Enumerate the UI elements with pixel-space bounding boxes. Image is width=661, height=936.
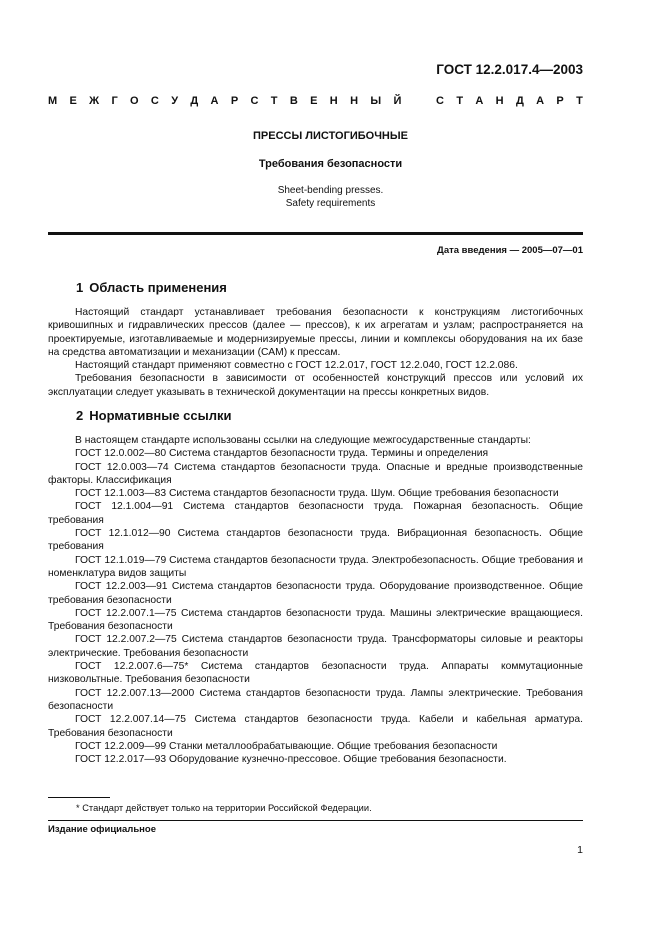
header-divider [48, 232, 583, 235]
banner-letter: С [250, 95, 259, 107]
banner-letter: Д [190, 95, 199, 107]
banner-letter: О [130, 95, 139, 107]
reference-item: ГОСТ 12.2.007.13—2000 Система стандартов безопасности труда. Лампы электрические. Требования безопасности [48, 687, 583, 712]
banner-letter: М [48, 95, 58, 107]
banner-letter: Р [230, 95, 239, 107]
banner-letter: Н [495, 95, 504, 107]
reference-item: ГОСТ 12.1.004—91 Система стандартов безопасности труда. Пожарная безопасность. Общие требования [48, 501, 583, 526]
banner-letter: Г [111, 95, 118, 107]
reference-item: ГОСТ 12.2.007.6—75* Система стандартов безопасности труда. Аппараты коммутационные низковольтные. Требования безопасности [48, 661, 583, 686]
banner-letter: Н [350, 95, 359, 107]
footnote-divider [48, 797, 110, 798]
section-number: 1 [76, 280, 84, 295]
section-number: 2 [76, 408, 84, 423]
references-list [48, 434, 583, 766]
banner-letter: Н [329, 95, 338, 107]
banner-letter: Ы [370, 95, 382, 107]
reference-item: ГОСТ 12.2.017—93 Оборудование кузнечно-прессовое. Общие требования безопасности. [75, 754, 507, 766]
banner-letter: А [210, 95, 219, 107]
reference-item: ГОСТ 12.2.007.2—75 Система стандартов безопасности труда. Трансформаторы силовые и реакторы электрические. Требования безопасности [48, 634, 583, 659]
footer-divider [48, 820, 583, 821]
paragraph: Требования безопасности в зависимости от особенностей конструкций прессов или условий их эксплуатации следует указывать в технической документации на прессы конкретных видов. [48, 373, 583, 398]
reference-item: ГОСТ 12.2.007.14—75 Система стандартов безопасности труда. Кабели и кабельная арматура. Требования безопасности [48, 714, 583, 739]
banner-letter: А [475, 95, 484, 107]
banner-letter: Т [456, 95, 464, 107]
introduction-date: Дата введения — 2005—07—01 [437, 245, 583, 256]
edition-label: Издание официальное [48, 824, 156, 835]
banner-letter: Т [270, 95, 278, 107]
document-title: ПРЕССЫ ЛИСТОГИБОЧНЫЕ [253, 130, 408, 142]
banner-letter: Е [310, 95, 318, 107]
paragraph: Настоящий стандарт устанавливает требования безопасности к конструкциям листогибочных кривошипных и гидравлических прессов (далее — прессов), к их агрегатам и узлам; распространяется на проектируемые, изготавливаемые и модернизируемые прессы, линии и комплексы оборудования на их базе на средства автоматизации и механизации (САМ) к прессам. [48, 307, 583, 358]
banner-letter: В [289, 95, 298, 107]
reference-item: ГОСТ 12.0.003—74 Система стандартов безопасности труда. Опасные и вредные производственные факторы. Классификация [48, 461, 583, 486]
banner-letter: С [150, 95, 159, 107]
document-subtitle: Требования безопасности [258, 158, 403, 170]
reference-item: ГОСТ 12.0.002—80 Система стандартов безопасности труда. Термины и определения [75, 448, 489, 460]
english-title [0, 184, 661, 210]
banner-letter: Т [576, 95, 583, 107]
footnote: * Стандарт действует только на территории Российской Федерации. [76, 803, 372, 813]
banner-letter: Д [515, 95, 524, 107]
banner-letter: Р [556, 95, 564, 107]
section-title: Нормативные ссылки [89, 408, 232, 423]
banner-letter: Е [69, 95, 77, 107]
banner-letter: Ж [89, 95, 100, 107]
reference-item: ГОСТ 12.1.012—90 Система стандартов безопасности труда. Вибрационная безопасность. Общие требования [48, 528, 583, 553]
section-title: Область применения [89, 280, 227, 295]
reference-item: ГОСТ 12.2.007.1—75 Система стандартов безопасности труда. Машины электрические вращающиеся. Требования безопасности [48, 607, 583, 633]
english-title-line: Sheet-bending presses. [277, 185, 384, 196]
interstate-standard-banner [48, 95, 583, 107]
reference-item: ГОСТ 12.1.019—79 Система стандартов безопасности труда. Электробезопасность. Общие требования и номенклатура видов защиты [48, 554, 583, 579]
banner-letter: С [436, 95, 444, 107]
reference-item: ГОСТ 12.1.003—83 Система стандартов безопасности труда. Шум. Общие требования безопасности [75, 488, 559, 500]
reference-item: ГОСТ 12.2.003—91 Система стандартов безопасности труда. Оборудование производственное. Общие требования безопасности [48, 581, 583, 606]
reference-item: ГОСТ 12.2.009—99 Станки металлообрабатывающие. Общие требования безопасности [75, 740, 498, 752]
page-number: 1 [577, 844, 583, 856]
paragraph: В настоящем стандарте использованы ссылки на следующие межгосударственные стандарты: [75, 435, 531, 446]
banner-letter: А [536, 95, 545, 107]
section-body [48, 306, 583, 399]
section-heading [76, 280, 227, 295]
english-title-line: Safety requirements [285, 198, 376, 209]
gost-code: ГОСТ 12.2.017.4—2003 [436, 62, 583, 77]
section-heading [76, 408, 231, 423]
banner-letter: У [171, 95, 179, 107]
banner-letter: Й [393, 95, 402, 107]
paragraph: Настоящий стандарт применяют совместно с ГОСТ 12.2.017, ГОСТ 12.2.040, ГОСТ 12.2.086. [75, 360, 518, 372]
